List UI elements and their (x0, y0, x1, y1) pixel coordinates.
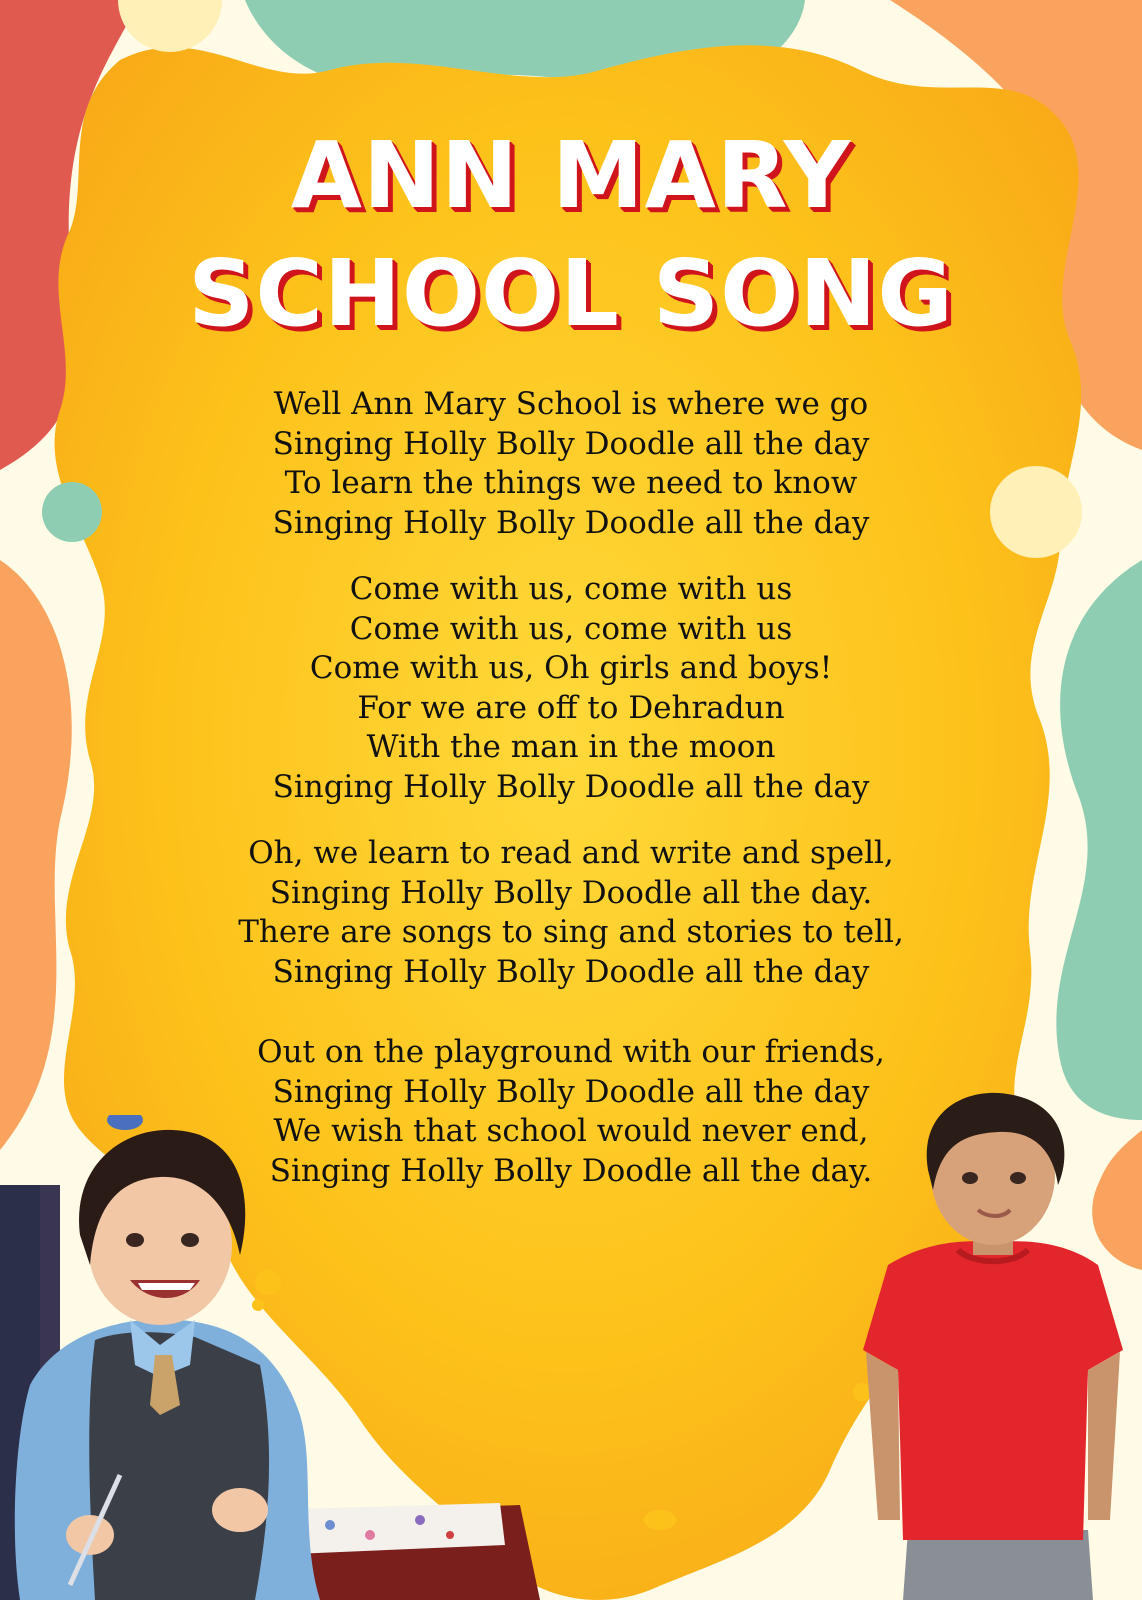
girl-student-photo (0, 1115, 540, 1600)
stanza-2 (170, 570, 972, 807)
lyric-line: Come with us, come with us (349, 610, 793, 647)
lyric-line: Well Ann Mary School is where we go (273, 386, 869, 422)
paint-drop (644, 1510, 676, 1530)
lyric-line: Singing Holly Bolly Doodle all the day. (269, 874, 873, 911)
lyric-line: Singing Holly Bolly Doodle all the day (272, 504, 870, 541)
lyric-line: We wish that school would never end, (273, 1113, 869, 1149)
lyric-line: Singing Holly Bolly Doodle all the day (272, 953, 870, 990)
lyric-line: To learn the things we need to know (284, 465, 858, 501)
lyric-line: There are songs to sing and stories to tell, (238, 914, 904, 950)
lyric-line: For we are off to Dehradun (357, 689, 785, 726)
lyric-line: Singing Holly Bolly Doodle all the day. (269, 1152, 873, 1189)
title-line-1: ANN MARY (290, 122, 852, 229)
lyric-line: With the man in the moon (366, 729, 776, 765)
stanza-3 (170, 834, 972, 992)
song-lyrics (170, 385, 972, 1191)
teal-circle-left (42, 482, 102, 542)
lyric-line: Singing Holly Bolly Doodle all the day (272, 1073, 870, 1110)
title-line-2: SCHOOL SONG (188, 240, 954, 347)
lyric-line: Come with us, come with us (349, 571, 793, 607)
stanza-1 (170, 385, 972, 543)
lyric-line: Singing Holly Bolly Doodle all the day (272, 768, 870, 805)
lyric-line: Out on the playground with our friends, (257, 1034, 885, 1070)
cream-circle-right (990, 466, 1082, 558)
lyric-line: Singing Holly Bolly Doodle all the day (272, 425, 870, 462)
lyric-line: Come with us, Oh girls and boys! (309, 650, 833, 686)
lyric-line: Oh, we learn to read and write and spell, (248, 835, 894, 871)
boy-red-shirt-photo (848, 1090, 1142, 1600)
